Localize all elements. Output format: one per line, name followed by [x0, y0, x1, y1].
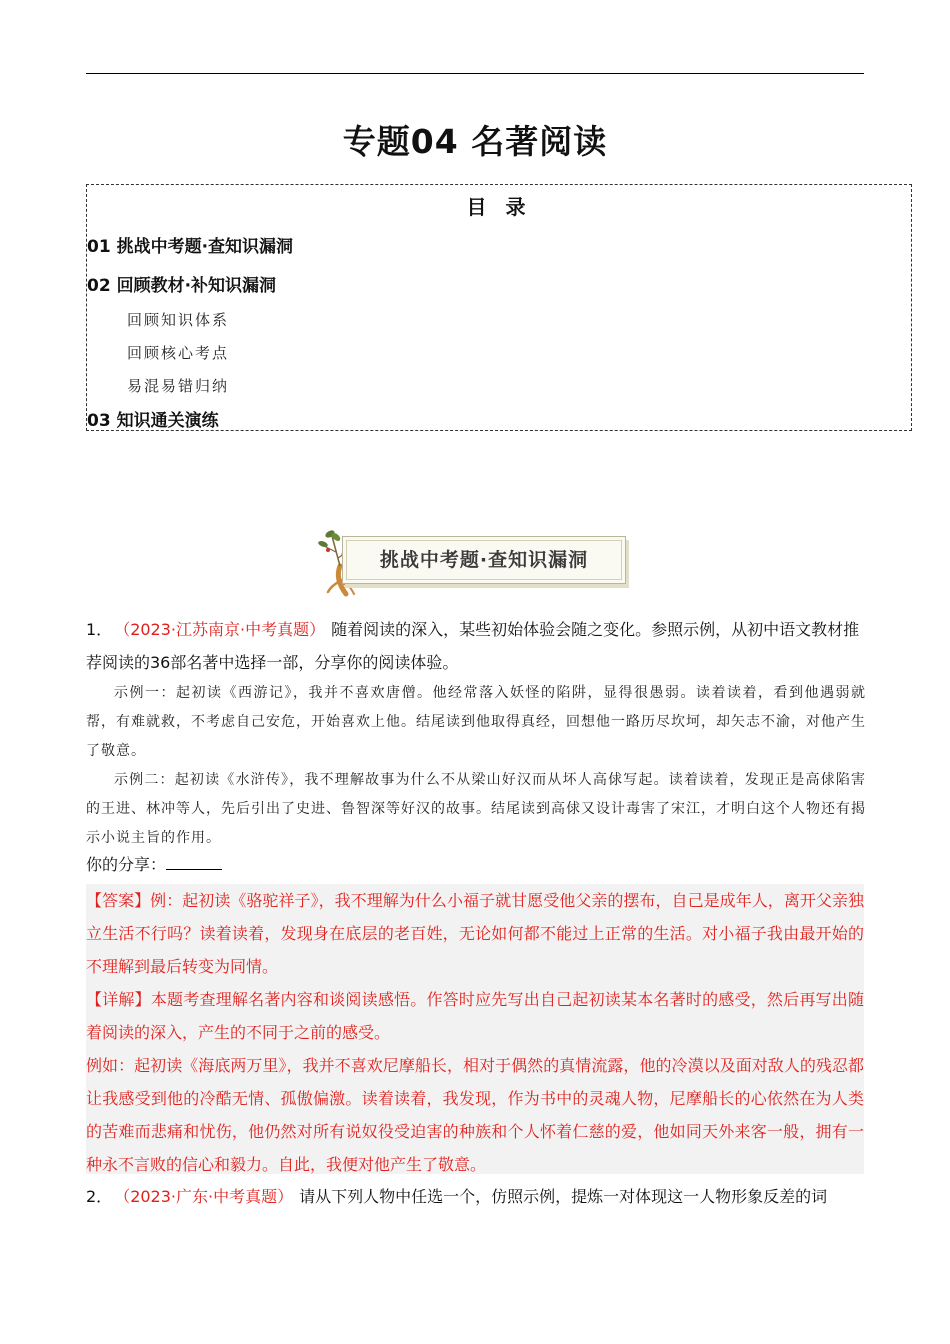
toc-item-01[interactable]: 01 挑战中考题·查知识漏洞 — [87, 237, 294, 257]
question-2-source: （2023·广东·中考真题） — [122, 1187, 294, 1206]
question-1-source: （2023·江苏南京·中考真题） — [122, 620, 326, 639]
question-2-stem — [86, 1180, 866, 1213]
question-2-number: 2． — [86, 1187, 113, 1206]
toc-subitem-common-errors[interactable]: 易混易错归纳 — [127, 377, 230, 395]
question-2-text: 请从下列人物中任选一个，仿照示例，提炼一对体现这一人物形象反差的词 — [299, 1187, 828, 1206]
answer-blank[interactable] — [166, 855, 222, 870]
page-title: 专题04 名著阅读 — [342, 122, 608, 161]
question-1-stem — [86, 613, 866, 679]
question-1-number: 1． — [86, 620, 113, 639]
toc-subitem-knowledge-system[interactable]: 回顾知识体系 — [127, 311, 230, 329]
answer-block — [86, 884, 864, 1174]
share-label: 你的分享： — [86, 855, 167, 874]
toc-subitem-core-points[interactable]: 回顾核心考点 — [127, 344, 230, 362]
banner-frame — [342, 536, 626, 584]
example-1: 示例一：起初读《西游记》，我并不喜欢唐僧。他经常落入妖怪的陷阱，显得很愚弱。读着读着，看到他遇弱就帮，有难就救，不考虑自己安危，开始喜欢上他。结尾读到他取得真经，回想他一路历尽坎坷，却矢志不渝，对他产生了敬意。 — [86, 685, 866, 759]
share-prompt — [86, 852, 222, 875]
table-of-contents — [86, 184, 912, 431]
toc-heading: 目 录 — [466, 195, 532, 219]
detail-text: 【详解】本题考查理解名著内容和谈阅读感悟。作答时应先写出自己起初读某本名著时的感受，然后再写出随着阅读的深入，产生的不同于之前的感受。 — [86, 990, 864, 1042]
question-1-text: 随着阅读的深入，某些初始体验会随之变化。参照示例，从初中语文教材推荐阅读的36部名著中选择一部，分享你的阅读体验。 — [86, 620, 860, 672]
header-rule — [86, 73, 864, 74]
section-banner — [318, 528, 628, 594]
example-2: 示例二：起初读《水浒传》，我不理解故事为什么不从梁山好汉而从坏人高俅写起。读着读着，发现正是高俅陷害的王进、林冲等人，先后引出了史进、鲁智深等好汉的故事。结尾读到高俅又设计毒害了宋江，才明白这个人物还有揭示小说主旨的作用。 — [86, 772, 866, 846]
answer-text: 【答案】例：起初读《骆驼祥子》，我不理解为什么小福子就甘愿受他父亲的摆布，自己是成年人，离开父亲独立生活不行吗？读着读着，发现身在底层的老百姓，无论如何都不能过上正常的生活。对小福子我由最开始的不理解到最后转变为同情。 — [86, 891, 864, 976]
toc-item-02[interactable]: 02 回顾教材·补知识漏洞 — [87, 276, 277, 296]
banner-title: 挑战中考题·查知识漏洞 — [379, 549, 589, 571]
sample-text: 例如：起初读《海底两万里》，我并不喜欢尼摩船长，相对于偶然的真情流露，他的冷漠以及面对敌人的残忍都让我感受到他的冷酷无情、孤傲偏激。读着读着，我发现，作为书中的灵魂人物，尼摩船长的心依然在为人类 的苦难而悲痛和忧伤，他仍然对所有说奴役受迫害的种族和个人怀着仁慈的爱，他如同天外来客一般，拥有一种永不言败的信心和毅力。自此，我便对他产生了敬意。 — [86, 1056, 864, 1174]
toc-item-03[interactable]: 03 知识通关演练 — [87, 411, 219, 431]
